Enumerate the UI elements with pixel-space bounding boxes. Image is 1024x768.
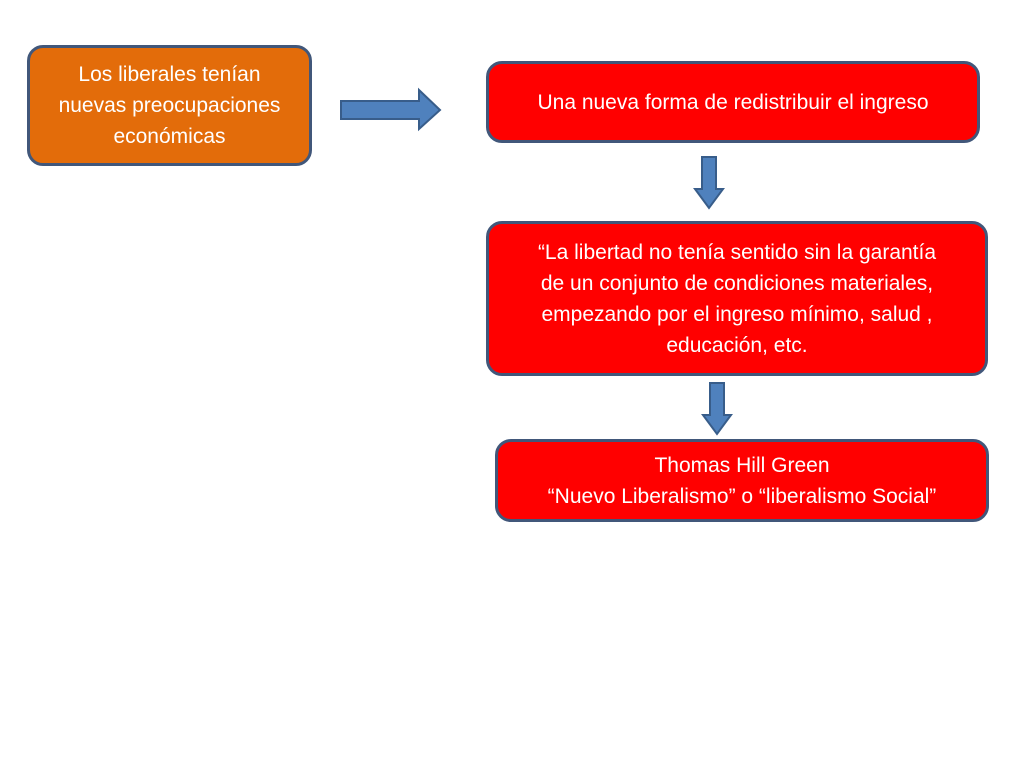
start-line-2: nuevas preocupaciones [58,94,281,117]
step-box-redistribuir [486,61,980,143]
step3-line-1: Thomas Hill Green [654,453,830,477]
down-arrow-icon-2 [702,383,732,435]
step2-line-4: educación, etc. [666,333,808,357]
step-box-libertad-quote [486,221,988,376]
step2-line-3: empezando por el ingreso mínimo, salud , [541,302,933,326]
step2-box-text [538,237,936,361]
right-arrow-icon [341,90,441,130]
start-line-1: Los liberales tenían [78,63,261,86]
start-line-3: económicas [113,125,226,148]
step1-box-text [537,87,928,118]
down-arrow-icon-1 [694,157,724,209]
step2-line-2: de un conjunto de condiciones materiales, [540,271,934,295]
step3-line-2: “Nuevo Liberalismo” o “liberalismo Social” [547,484,937,508]
start-box-text [59,59,281,152]
step3-box-text [548,450,937,512]
step2-line-1: “La libertad no tenía sentido sin la garantía [537,240,937,264]
step-box-thomas-hill-green [495,439,989,522]
start-box-liberales [27,45,312,166]
step1-line-1: Una nueva forma de redistribuir el ingreso [537,90,929,114]
